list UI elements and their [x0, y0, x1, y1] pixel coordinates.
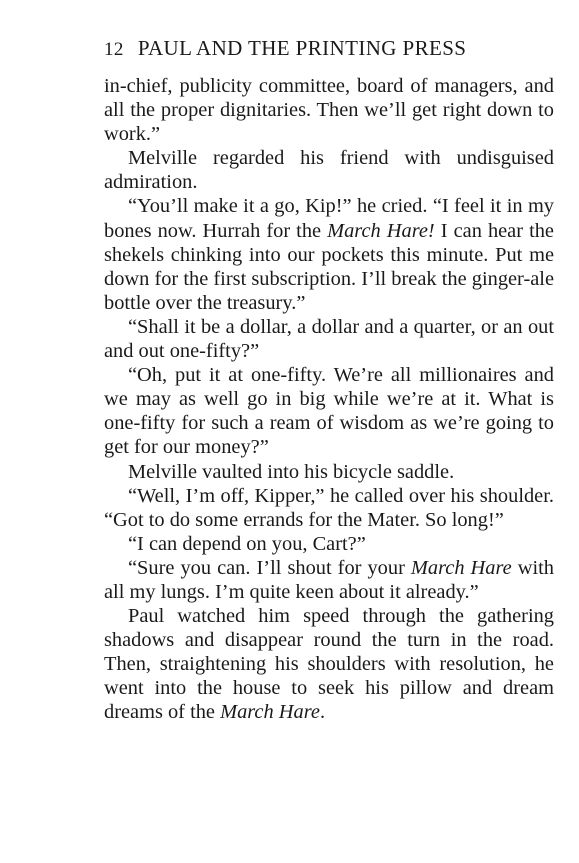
- paragraph-text: .: [319, 701, 326, 724]
- paragraph: [104, 315, 554, 363]
- page-number: 12: [104, 39, 124, 60]
- paragraph: [104, 363, 554, 459]
- paragraph-text: with all my lungs. I’m quite keen about it already.”: [104, 556, 554, 603]
- running-title: PAUL AND THE PRINTING PRESS: [137, 36, 467, 60]
- italic-title-text: March Hare!: [327, 219, 435, 242]
- running-header: [104, 36, 466, 61]
- paragraph-text: “Sure you can. I’ll shout for your: [128, 556, 411, 579]
- paragraph-text: in-chief, publicity committee, board of managers, and all the proper dignitaries. Then we’ll get right down to work.”: [104, 75, 554, 146]
- paragraph-text: Paul watched him speed through the gathering shadows and disappear round the turn in the road. Then, straightening his shoulders with resolution, he went into the house to seek his pillow and dream dreams of the: [104, 605, 554, 724]
- paragraph-text: “Shall it be a dollar, a dollar and a quarter, or an out and out one-fifty?”: [104, 315, 554, 363]
- paragraph-text: I can hear the shekels chinking into our pockets this minute. Put me down for the first subscription. I’ll break the ginger-ale bottle over the treasury.”: [104, 219, 554, 314]
- paragraph: [104, 460, 554, 484]
- paragraph: [104, 146, 554, 194]
- paragraph: [104, 604, 554, 724]
- paragraph-text: Melville vaulted into his bicycle saddle.: [128, 460, 455, 483]
- paragraph-text: “You’ll make it a go, Kip!” he cried. “I feel it in my bones now. Hurrah for the: [104, 195, 554, 242]
- paragraph-text: “Well, I’m off, Kipper,” he called over his shoulder. “Got to do some errands for the Mater. So long!”: [104, 484, 554, 531]
- paragraph: [104, 532, 554, 556]
- paragraph-text: Melville regarded his friend with undisguised admiration.: [104, 147, 554, 194]
- paragraph-text: “Oh, put it at one-fifty. We’re all millionaires and we may as well go in big while we’re at it. What is one-fifty for such a ream of wisdom as we’re going to get for our money?”: [104, 364, 554, 459]
- italic-title-text: March Hare: [220, 701, 320, 724]
- paragraph: [104, 194, 554, 314]
- paragraph: [104, 74, 554, 146]
- paragraph: [104, 484, 554, 532]
- italic-title-text: March Hare: [410, 556, 512, 579]
- body-text: [104, 74, 554, 725]
- paragraph-text: “I can depend on you, Cart?”: [128, 532, 366, 555]
- paragraph: [104, 556, 554, 604]
